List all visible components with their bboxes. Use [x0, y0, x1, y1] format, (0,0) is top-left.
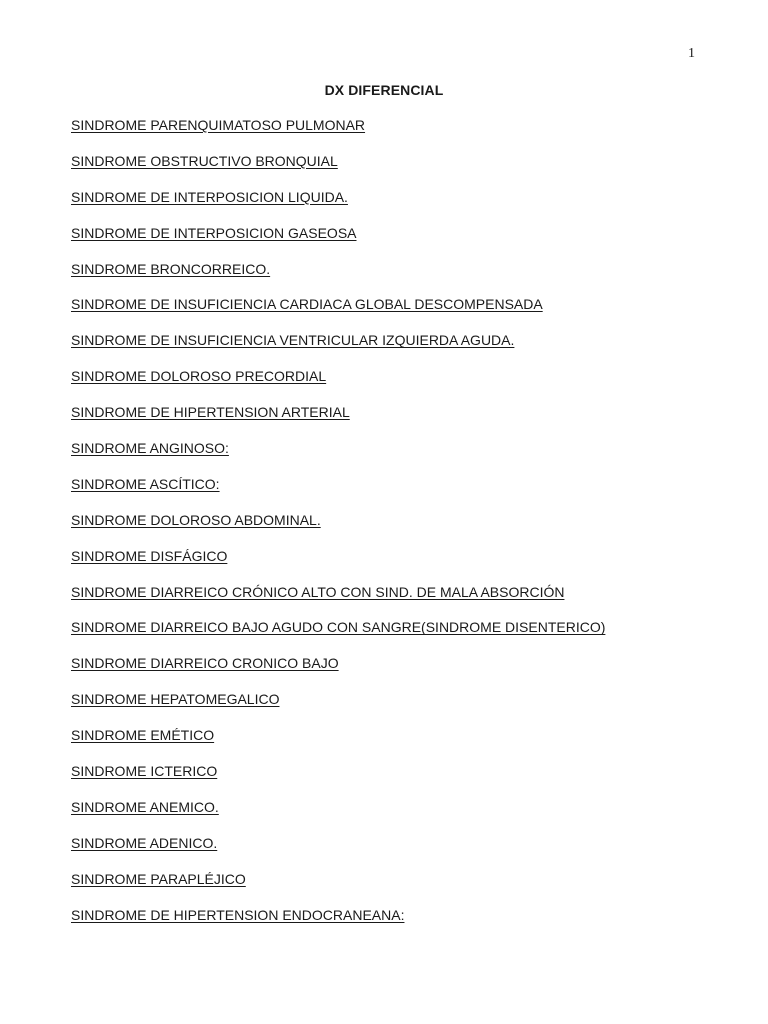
list-item: [71, 476, 605, 512]
list-item: [71, 619, 605, 655]
list-item: [71, 117, 605, 153]
syndrome-link[interactable]: SINDROME DE INSUFICIENCIA CARDIACA GLOBAL DESCOMPENSADA: [71, 296, 543, 313]
syndrome-link[interactable]: SINDROME DE INTERPOSICION LIQUIDA.: [71, 188, 348, 205]
syndrome-link[interactable]: SINDROME HEPATOMEGALICO: [71, 691, 280, 708]
syndrome-list: [71, 117, 605, 942]
syndrome-link[interactable]: SINDROME DE INSUFICIENCIA VENTRICULAR IZQUIERDA AGUDA.: [71, 332, 515, 349]
list-item: [71, 907, 605, 943]
list-item: [71, 296, 605, 332]
syndrome-link[interactable]: SINDROME BRONCORREICO.: [71, 260, 271, 277]
list-item: [71, 261, 605, 297]
page-number: 1: [688, 46, 695, 61]
syndrome-link[interactable]: SINDROME DE HIPERTENSION ARTERIAL: [71, 404, 350, 421]
list-item: [71, 368, 605, 404]
syndrome-link[interactable]: SINDROME ASCÍTICO:: [71, 475, 220, 492]
page-title: DX DIFERENCIAL: [324, 82, 444, 98]
syndrome-link[interactable]: SINDROME DOLOROSO PRECORDIAL: [71, 368, 327, 385]
syndrome-link[interactable]: SINDROME DIARREICO CRÓNICO ALTO CON SIND. DE MALA ABSORCIÓN: [71, 583, 565, 600]
list-item: [71, 655, 605, 691]
list-item: [71, 189, 605, 225]
list-item: [71, 332, 605, 368]
syndrome-link[interactable]: SINDROME DISFÁGICO: [71, 547, 228, 564]
syndrome-link[interactable]: SINDROME ADENICO.: [71, 834, 218, 851]
syndrome-link[interactable]: SINDROME DIARREICO BAJO AGUDO CON SANGRE(SINDROME DISENTERICO): [71, 619, 606, 636]
syndrome-link[interactable]: SINDROME EMÉTICO: [71, 727, 215, 744]
list-item: [71, 153, 605, 189]
list-item: [71, 835, 605, 871]
list-item: [71, 691, 605, 727]
list-item: [71, 548, 605, 584]
syndrome-link[interactable]: SINDROME DOLOROSO ABDOMINAL.: [71, 511, 321, 528]
list-item: [71, 584, 605, 620]
syndrome-link[interactable]: SINDROME DIARREICO CRONICO BAJO: [71, 655, 339, 672]
list-item: [71, 799, 605, 835]
syndrome-link[interactable]: SINDROME ICTERICO: [71, 763, 218, 780]
list-item: [71, 225, 605, 261]
list-item: [71, 404, 605, 440]
syndrome-link[interactable]: SINDROME PARENQUIMATOSO PULMONAR: [71, 117, 366, 133]
syndrome-link[interactable]: SINDROME DE HIPERTENSION ENDOCRANEANA:: [71, 906, 405, 923]
list-item: [71, 512, 605, 548]
list-item: [71, 871, 605, 907]
syndrome-link[interactable]: SINDROME ANGINOSO:: [71, 440, 229, 457]
list-item: [71, 763, 605, 799]
syndrome-link[interactable]: SINDROME DE INTERPOSICION GASEOSA: [71, 224, 357, 241]
list-item: [71, 727, 605, 763]
syndrome-link[interactable]: SINDROME ANEMICO.: [71, 798, 219, 815]
list-item: [71, 440, 605, 476]
syndrome-link[interactable]: SINDROME PARAPLÉJICO: [71, 870, 246, 887]
syndrome-link[interactable]: SINDROME OBSTRUCTIVO BRONQUIAL: [71, 152, 338, 169]
